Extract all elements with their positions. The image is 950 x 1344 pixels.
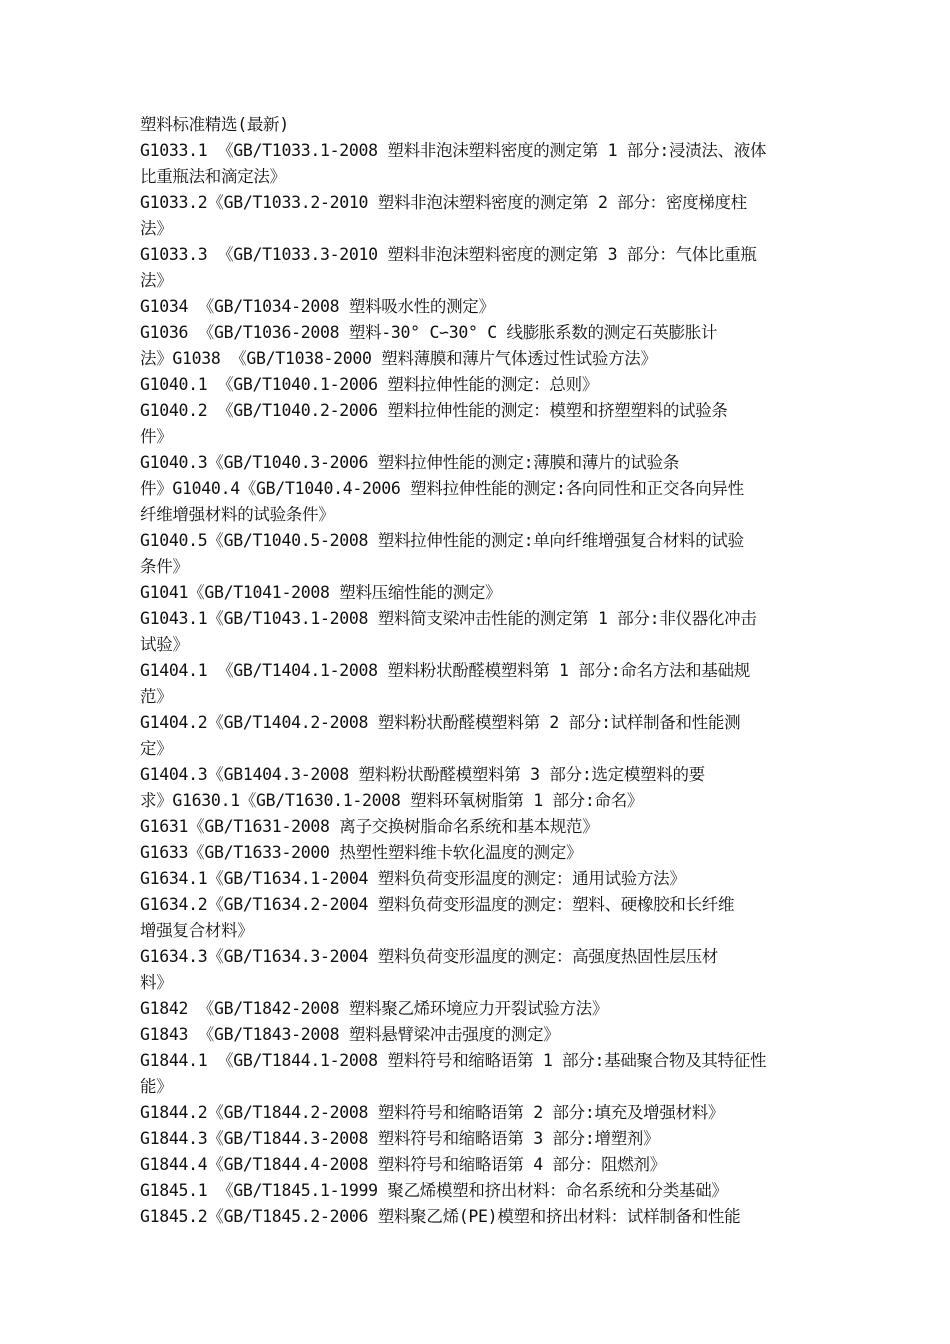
standard-line: G1844.3《GB/T1844.3-2008 塑料符号和缩略语第 3 部分:增塑剂》 (140, 1129, 660, 1148)
standard-line: 料》 (140, 973, 173, 992)
standard-line: G1631《GB/T1631-2008 离子交换树脂命名系统和基本规范》 (140, 817, 599, 836)
standard-line: G1845.1 《GB/T1845.1-1999 聚乙烯模塑和挤出材料：命名系统和分类基础》 (140, 1181, 728, 1200)
standard-line: G1634.2《GB/T1634.2-2004 塑料负荷变形温度的测定：塑料、硬橡胶和长纤维 (140, 895, 735, 914)
standard-line: 定》 (140, 739, 173, 758)
standard-line: G1842 《GB/T1842-2008 塑料聚乙烯环境应力开裂试验方法》 (140, 999, 609, 1018)
standard-line: G1040.3《GB/T1040.3-2006 塑料拉伸性能的测定:薄膜和薄片的试验条 (140, 453, 680, 472)
standard-line: G1040.5《GB/T1040.5-2008 塑料拉伸性能的测定:单向纤维增强复合材料的试验 (140, 531, 744, 550)
standard-line: 增强复合材料》 (140, 921, 254, 940)
standard-line: G1033.3 《GB/T1033.3-2010 塑料非泡沫塑料密度的测定第 3 部分：气体比重瓶 (140, 245, 757, 264)
standard-line: G1041《GB/T1041-2008 塑料压缩性能的测定》 (140, 583, 502, 602)
standard-line: G1844.4《GB/T1844.4-2008 塑料符号和缩略语第 4 部分：阻燃剂》 (140, 1155, 666, 1174)
standard-line: 纤维增强材料的试验条件》 (140, 505, 335, 524)
standard-line: 法》 (140, 271, 173, 290)
standard-line: G1404.2《GB/T1404.2-2008 塑料粉状酚醛模塑料第 2 部分:试样制备和性能测 (140, 713, 741, 732)
standard-line: G1404.3《GB1404.3-2008 塑料粉状酚醛模塑料第 3 部分:选定模塑料的要 (140, 765, 705, 784)
standard-line: G1036 《GB/T1036-2008 塑料-30° C∽30° C 线膨胀系数的测定石英膨胀计 (140, 323, 718, 342)
standard-line: 求》G1630.1《GB/T1630.1-2008 塑料环氧树脂第 1 部分:命名》 (140, 791, 644, 810)
standard-line: 比重瓶法和滴定法》 (140, 167, 286, 186)
standard-line: G1845.2《GB/T1845.2-2006 塑料聚乙烯(PE)模塑和挤出材料：试样制备和性能 (140, 1207, 741, 1226)
standard-line: G1033.1 《GB/T1033.1-2008 塑料非泡沫塑料密度的测定第 1 部分:浸渍法、液体 (140, 141, 767, 160)
standard-line: 件》G1040.4《GB/T1040.4-2006 塑料拉伸性能的测定:各向同性和正交各向异性 (140, 479, 744, 498)
standard-line: G1844.1 《GB/T1844.1-2008 塑料符号和缩略语第 1 部分:基础聚合物及其特征性 (140, 1051, 767, 1070)
standard-line: 能》 (140, 1077, 173, 1096)
standard-line: G1843 《GB/T1843-2008 塑料悬臂梁冲击强度的测定》 (140, 1025, 560, 1044)
standard-line: 试验》 (140, 635, 189, 654)
standard-line: G1634.1《GB/T1634.1-2004 塑料负荷变形温度的测定：通用试验方法》 (140, 869, 686, 888)
standard-line: G1033.2《GB/T1033.2-2010 塑料非泡沫塑料密度的测定第 2 部分：密度梯度柱 (140, 193, 747, 212)
standard-line: G1043.1《GB/T1043.1-2008 塑料简支梁冲击性能的测定第 1 部分:非仪器化冲击 (140, 609, 757, 628)
standard-line: 法》 (140, 219, 173, 238)
standard-line: G1633《GB/T1633-2000 热塑性塑料维卡软化温度的测定》 (140, 843, 583, 862)
document-title: 塑料标准精选(最新) (140, 115, 289, 134)
standards-list (140, 138, 812, 1230)
standard-line: G1404.1 《GB/T1404.1-2008 塑料粉状酚醛模塑料第 1 部分:命名方法和基础规 (140, 661, 750, 680)
standard-line: G1844.2《GB/T1844.2-2008 塑料符号和缩略语第 2 部分:填充及增强材料》 (140, 1103, 725, 1122)
document-body (140, 112, 812, 1230)
standard-line: G1040.2 《GB/T1040.2-2006 塑料拉伸性能的测定：模塑和挤塑塑料的试验条 (140, 401, 728, 420)
standard-line: 范》 (140, 687, 173, 706)
standard-line: 件》 (140, 427, 173, 446)
standard-line: G1040.1 《GB/T1040.1-2006 塑料拉伸性能的测定：总则》 (140, 375, 599, 394)
standard-line: 法》G1038 《GB/T1038-2000 塑料薄膜和薄片气体透过性试验方法》 (140, 349, 657, 368)
standard-line: 条件》 (140, 557, 189, 576)
standard-line: G1634.3《GB/T1634.3-2004 塑料负荷变形温度的测定：高强度热固性层压材 (140, 947, 718, 966)
standard-line: G1034 《GB/T1034-2008 塑料吸水性的测定》 (140, 297, 495, 316)
